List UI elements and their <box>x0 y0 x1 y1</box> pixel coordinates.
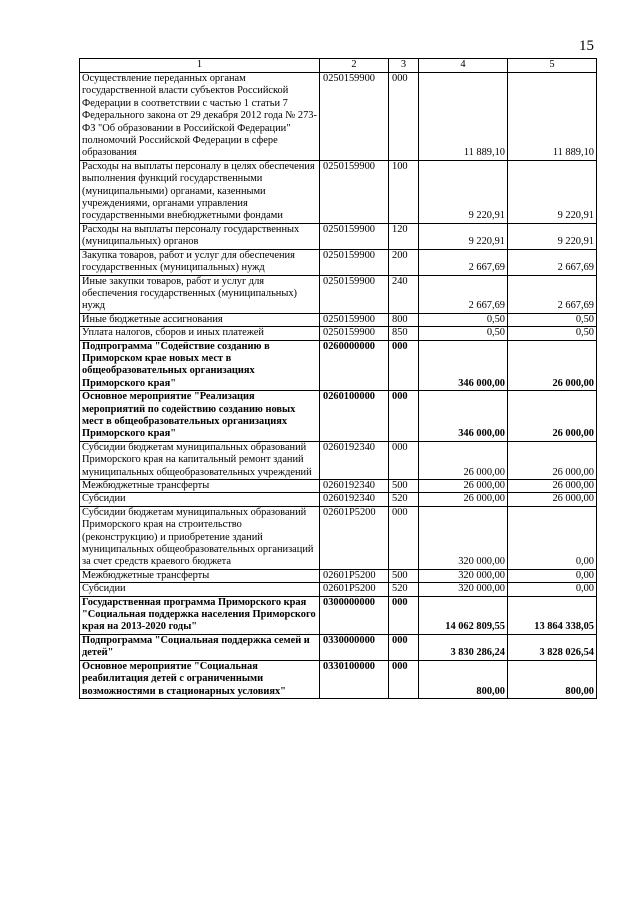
row-amount-year2: 9 220,91 <box>508 223 597 249</box>
row-name: Подпрограмма "Содействие созданию в Приморском крае новых мест в общеобразовательных организациях Приморского края" <box>80 340 320 391</box>
row-name: Основное мероприятие "Реализация мероприятий по содействию созданию новых мест в общеобразовательных организациях Приморского края" <box>80 391 320 442</box>
page-number: 15 <box>579 38 594 54</box>
row-code: 0260000000 <box>320 340 389 391</box>
row-code: 02601P5200 <box>320 569 389 582</box>
table-row <box>80 660 597 698</box>
table-row <box>80 327 597 340</box>
row-code: 0250159900 <box>320 327 389 340</box>
row-name: Субсидии бюджетам муниципальных образований Приморского края на капитальный ремонт зданий муниципальных общеобразовательных учреждений <box>80 441 320 479</box>
table-row <box>80 275 597 313</box>
table-row <box>80 313 597 326</box>
row-amount-year2: 0,00 <box>508 569 597 582</box>
row-name: Расходы на выплаты персоналу в целях обеспечения выполнения функций государственными (муниципальными) органами, казенными учреждениями, органами управления государственными внебюджетными фондами <box>80 160 320 223</box>
row-amount-year2: 2 667,69 <box>508 275 597 313</box>
row-code: 0330100000 <box>320 660 389 698</box>
row-name: Межбюджетные трансферты <box>80 480 320 493</box>
table-row <box>80 391 597 442</box>
row-amount-year1: 9 220,91 <box>419 223 508 249</box>
row-amount-year2: 800,00 <box>508 660 597 698</box>
row-name: Подпрограмма "Социальная поддержка семей и детей" <box>80 634 320 660</box>
row-expense-type: 120 <box>389 223 419 249</box>
row-expense-type: 850 <box>389 327 419 340</box>
table-row <box>80 73 597 161</box>
row-expense-type: 200 <box>389 249 419 275</box>
row-expense-type: 000 <box>389 391 419 442</box>
row-expense-type: 000 <box>389 596 419 634</box>
row-amount-year2: 0,00 <box>508 583 597 596</box>
row-amount-year2: 13 864 338,05 <box>508 596 597 634</box>
row-expense-type: 000 <box>389 441 419 479</box>
row-code: 02601P5200 <box>320 506 389 569</box>
row-expense-type: 000 <box>389 340 419 391</box>
row-expense-type: 800 <box>389 313 419 326</box>
row-amount-year2: 9 220,91 <box>508 160 597 223</box>
row-amount-year1: 26 000,00 <box>419 493 508 506</box>
row-code: 02601P5200 <box>320 583 389 596</box>
row-name: Иные закупки товаров, работ и услуг для обеспечения государственных (муниципальных) нужд <box>80 275 320 313</box>
row-expense-type: 100 <box>389 160 419 223</box>
table-row <box>80 506 597 569</box>
row-code: 0260100000 <box>320 391 389 442</box>
row-amount-year2: 0,50 <box>508 327 597 340</box>
row-name: Субсидии <box>80 583 320 596</box>
row-code: 0250159900 <box>320 223 389 249</box>
row-amount-year2: 26 000,00 <box>508 340 597 391</box>
header-col-2: 2 <box>320 59 389 73</box>
table-row <box>80 340 597 391</box>
row-code: 0250159900 <box>320 160 389 223</box>
row-amount-year1: 0,50 <box>419 313 508 326</box>
row-name: Уплата налогов, сборов и иных платежей <box>80 327 320 340</box>
table-row <box>80 596 597 634</box>
row-amount-year2: 11 889,10 <box>508 73 597 161</box>
row-code: 0300000000 <box>320 596 389 634</box>
row-name: Субсидии <box>80 493 320 506</box>
row-code: 0260192340 <box>320 480 389 493</box>
row-amount-year1: 9 220,91 <box>419 160 508 223</box>
row-name: Закупка товаров, работ и услуг для обеспечения государственных (муниципальных) нужд <box>80 249 320 275</box>
row-amount-year1: 3 830 286,24 <box>419 634 508 660</box>
row-amount-year2: 0,00 <box>508 506 597 569</box>
row-amount-year1: 320 000,00 <box>419 506 508 569</box>
table-row <box>80 493 597 506</box>
row-amount-year1: 2 667,69 <box>419 275 508 313</box>
row-amount-year1: 26 000,00 <box>419 441 508 479</box>
table-row <box>80 441 597 479</box>
row-code: 0250159900 <box>320 249 389 275</box>
row-name: Межбюджетные трансферты <box>80 569 320 582</box>
row-code: 0250159900 <box>320 73 389 161</box>
header-col-3: 3 <box>389 59 419 73</box>
row-name: Расходы на выплаты персоналу государственных (муниципальных) органов <box>80 223 320 249</box>
row-code: 0250159900 <box>320 313 389 326</box>
row-amount-year1: 11 889,10 <box>419 73 508 161</box>
row-amount-year1: 800,00 <box>419 660 508 698</box>
row-amount-year1: 346 000,00 <box>419 391 508 442</box>
row-name: Осуществление переданных органам государственной власти субъектов Российской Федерации в соответствии с частью 1 статьи 7 Федерального закона от 29 декабря 2012 года № 273-ФЗ "Об образовании в Российской Федерации" полномочий Российской Федерации в сфере образования <box>80 73 320 161</box>
table-row <box>80 569 597 582</box>
table-row <box>80 249 597 275</box>
row-amount-year1: 346 000,00 <box>419 340 508 391</box>
row-amount-year1: 320 000,00 <box>419 583 508 596</box>
row-name: Государственная программа Приморского края "Социальная поддержка населения Приморского края на 2013-2020 годы" <box>80 596 320 634</box>
header-col-4: 4 <box>419 59 508 73</box>
row-expense-type: 000 <box>389 660 419 698</box>
row-code: 0250159900 <box>320 275 389 313</box>
row-expense-type: 000 <box>389 634 419 660</box>
row-expense-type: 520 <box>389 583 419 596</box>
row-amount-year2: 0,50 <box>508 313 597 326</box>
row-amount-year2: 3 828 026,54 <box>508 634 597 660</box>
header-col-1: 1 <box>80 59 320 73</box>
row-amount-year2: 26 000,00 <box>508 391 597 442</box>
row-amount-year2: 26 000,00 <box>508 441 597 479</box>
table-row <box>80 480 597 493</box>
row-code: 0260192340 <box>320 493 389 506</box>
row-expense-type: 240 <box>389 275 419 313</box>
row-code: 0260192340 <box>320 441 389 479</box>
row-amount-year2: 2 667,69 <box>508 249 597 275</box>
table-row <box>80 583 597 596</box>
row-expense-type: 000 <box>389 73 419 161</box>
row-amount-year1: 14 062 809,55 <box>419 596 508 634</box>
table-row <box>80 223 597 249</box>
budget-table <box>79 58 597 699</box>
row-amount-year1: 26 000,00 <box>419 480 508 493</box>
row-amount-year2: 26 000,00 <box>508 480 597 493</box>
row-code: 0330000000 <box>320 634 389 660</box>
header-col-5: 5 <box>508 59 597 73</box>
table-row <box>80 634 597 660</box>
row-expense-type: 500 <box>389 480 419 493</box>
table-header-row <box>80 59 597 73</box>
row-expense-type: 500 <box>389 569 419 582</box>
row-name: Субсидии бюджетам муниципальных образований Приморского края на строительство (реконструкцию) и приобретение зданий муниципальных общеобразовательных организаций за счет средств краевого бюджета <box>80 506 320 569</box>
row-amount-year1: 0,50 <box>419 327 508 340</box>
row-amount-year2: 26 000,00 <box>508 493 597 506</box>
row-name: Иные бюджетные ассигнования <box>80 313 320 326</box>
row-amount-year1: 320 000,00 <box>419 569 508 582</box>
row-expense-type: 520 <box>389 493 419 506</box>
row-name: Основное мероприятие "Социальная реабилитация детей с ограниченными возможностями в стационарных условиях" <box>80 660 320 698</box>
row-expense-type: 000 <box>389 506 419 569</box>
table-row <box>80 160 597 223</box>
row-amount-year1: 2 667,69 <box>419 249 508 275</box>
